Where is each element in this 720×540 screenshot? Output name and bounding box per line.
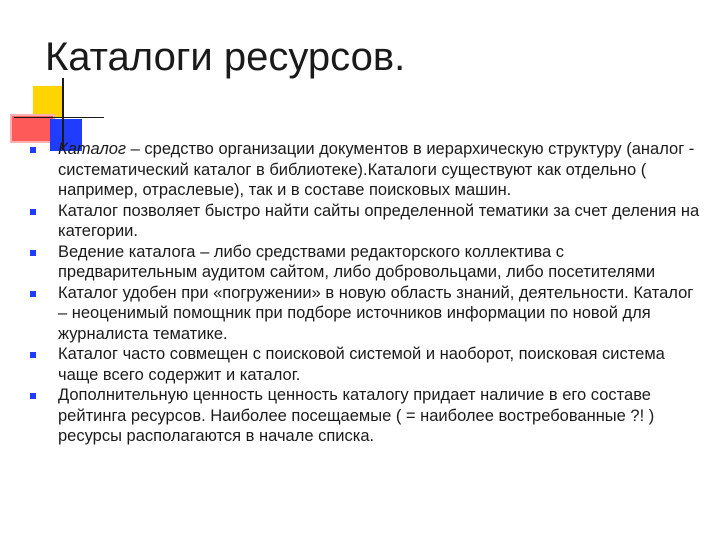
bullet-text: Каталог часто совмещен с поисковой системой и наоборот, поисковая система чаще всего содержит и каталог.	[58, 345, 665, 384]
bullet-item-2	[30, 201, 705, 242]
bullet-text: – средство организации документов в иерархическую структуру (аналог - систематический каталог в библиотеке).Каталоги существуют как отдельно ( например, отраслевые), так и в составе поисковых машин.	[58, 140, 695, 199]
bullet-text: Дополнительную ценность ценность каталогу придает наличие в его составе рейтинга ресурсов. Наиболее посещаемые ( = наиболее востребованные ?! ) ресурсы располагаются в начале списка.	[58, 386, 655, 445]
square-bullet-icon	[30, 209, 36, 215]
bullet-item-3	[30, 242, 705, 283]
bullet-lead-term: Каталог	[58, 140, 127, 158]
ornament-horizontal-line	[14, 117, 104, 118]
bullet-item-4	[30, 283, 705, 345]
bullet-text: Ведение каталога – либо средствами редакторского коллектива с предварительным аудитом сайтом, либо добровольцами, либо посетителями	[58, 242, 656, 281]
bullet-text: Каталог позволяет быстро найти сайты определенной тематики за счет деления на категории.	[58, 201, 700, 240]
ornament-yellow-square	[33, 86, 64, 117]
bullet-item-6	[30, 385, 705, 447]
square-bullet-icon	[30, 393, 36, 399]
square-bullet-icon	[30, 147, 36, 153]
bullet-list	[30, 139, 705, 447]
bullet-item-1	[30, 139, 705, 201]
slide-title: Каталоги ресурсов.	[45, 35, 406, 79]
bullet-text: Каталог удобен при «погружении» в новую область знаний, деятельности. Каталог – неоценимый помощник при подборе источников информации по новой для журналиста тематике.	[58, 283, 694, 343]
square-bullet-icon	[30, 250, 36, 256]
square-bullet-icon	[30, 291, 36, 297]
square-bullet-icon	[30, 352, 36, 358]
bullet-item-5	[30, 344, 705, 385]
